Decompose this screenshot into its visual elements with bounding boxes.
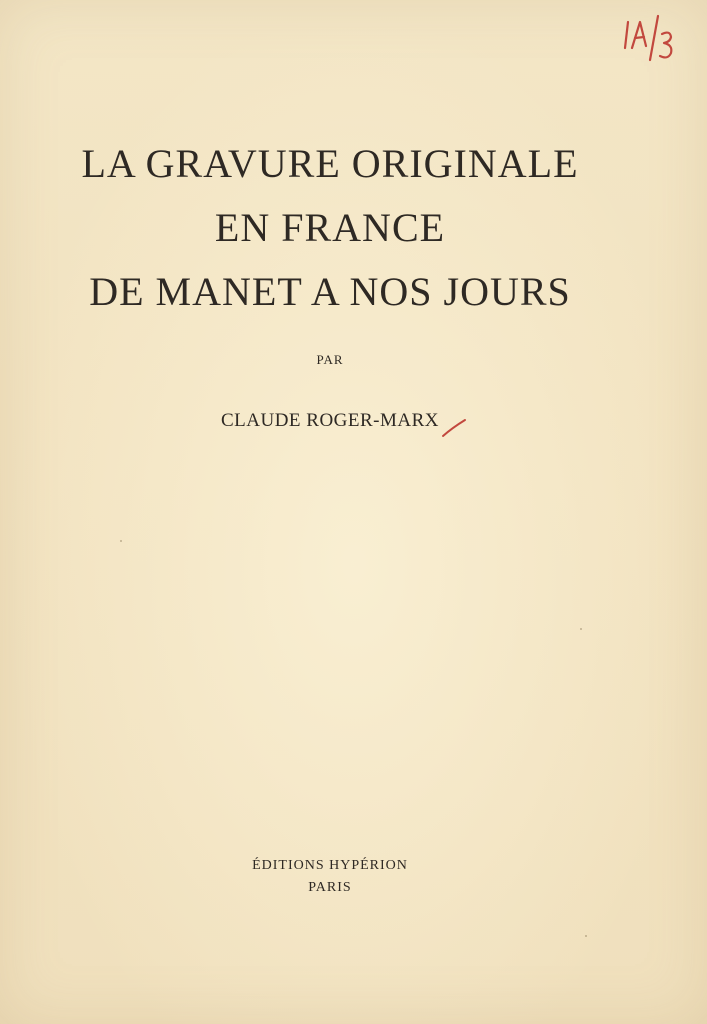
book-title-line-2: EN FRANCE	[214, 205, 446, 250]
book-title-line-3: DE MANET A NOS JOURS	[89, 269, 571, 314]
publisher-name: ÉDITIONS HYPÉRION	[252, 858, 408, 873]
handwritten-shelf-mark	[618, 12, 682, 64]
paper-speck	[580, 628, 582, 630]
book-title-line-1: LA GRAVURE ORIGINALE	[81, 141, 579, 186]
paper-speck	[120, 540, 122, 542]
author-name: CLAUDE ROGER-MARX	[220, 410, 440, 431]
paper-speck	[585, 935, 587, 937]
by-label: PAR	[316, 352, 344, 367]
red-pencil-tick-mark	[440, 416, 468, 440]
publisher-city: PARIS	[308, 880, 352, 895]
